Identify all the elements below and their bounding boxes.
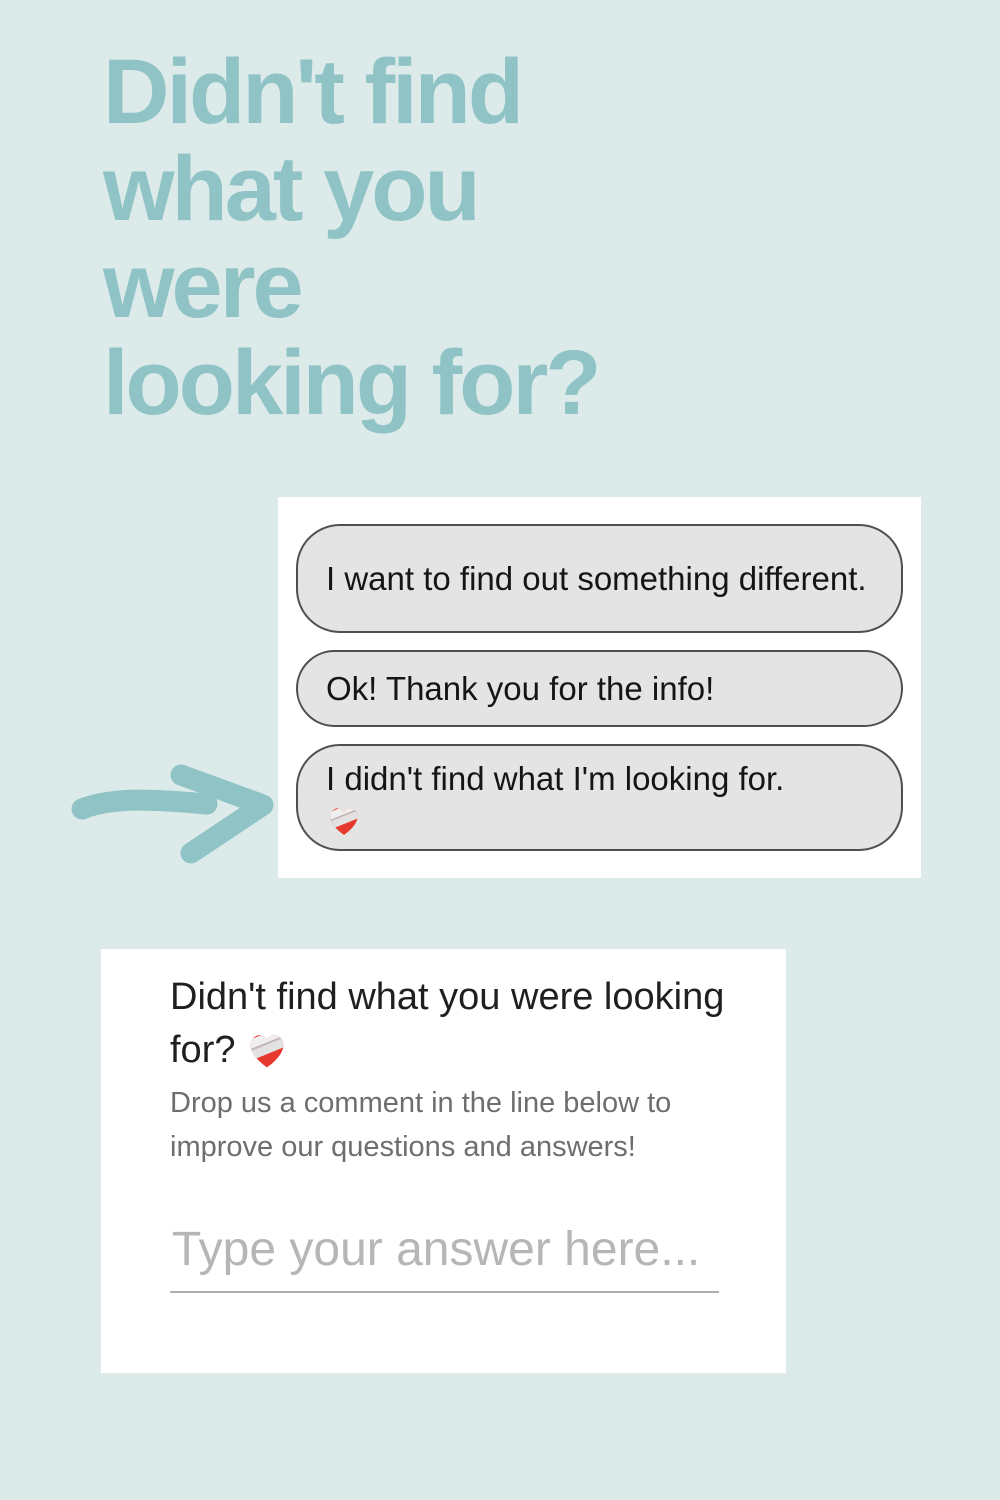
chat-bubble-text: I didn't find what I'm looking for. [326, 760, 785, 797]
chat-bubble-text: I want to find out something different. [326, 560, 867, 597]
page-title-line: were [103, 235, 301, 337]
chat-bubble-option-1[interactable] [296, 524, 903, 633]
page-title-line: looking for? [103, 332, 599, 434]
mending-heart-icon [245, 1030, 289, 1071]
feedback-description: Drop us a comment in the line below to improve our questions and answers! [170, 1087, 672, 1163]
chat-bubble-option-3[interactable] [296, 744, 903, 851]
chat-options-panel [278, 497, 921, 878]
page-title [103, 41, 599, 434]
feedback-heading [170, 971, 750, 1077]
chat-bubble-text: Ok! Thank you for the info! [326, 670, 715, 707]
page-title-line: Didn't find [103, 41, 522, 143]
mending-heart-icon [326, 804, 362, 838]
page-title-line: what you [103, 138, 478, 240]
answer-input[interactable] [170, 1222, 719, 1293]
feedback-heading-text: Didn't find what you were looking for? [170, 976, 725, 1071]
right-arrow-icon [70, 748, 275, 868]
chat-bubble-option-2[interactable] [296, 650, 903, 727]
feedback-card [101, 949, 786, 1373]
